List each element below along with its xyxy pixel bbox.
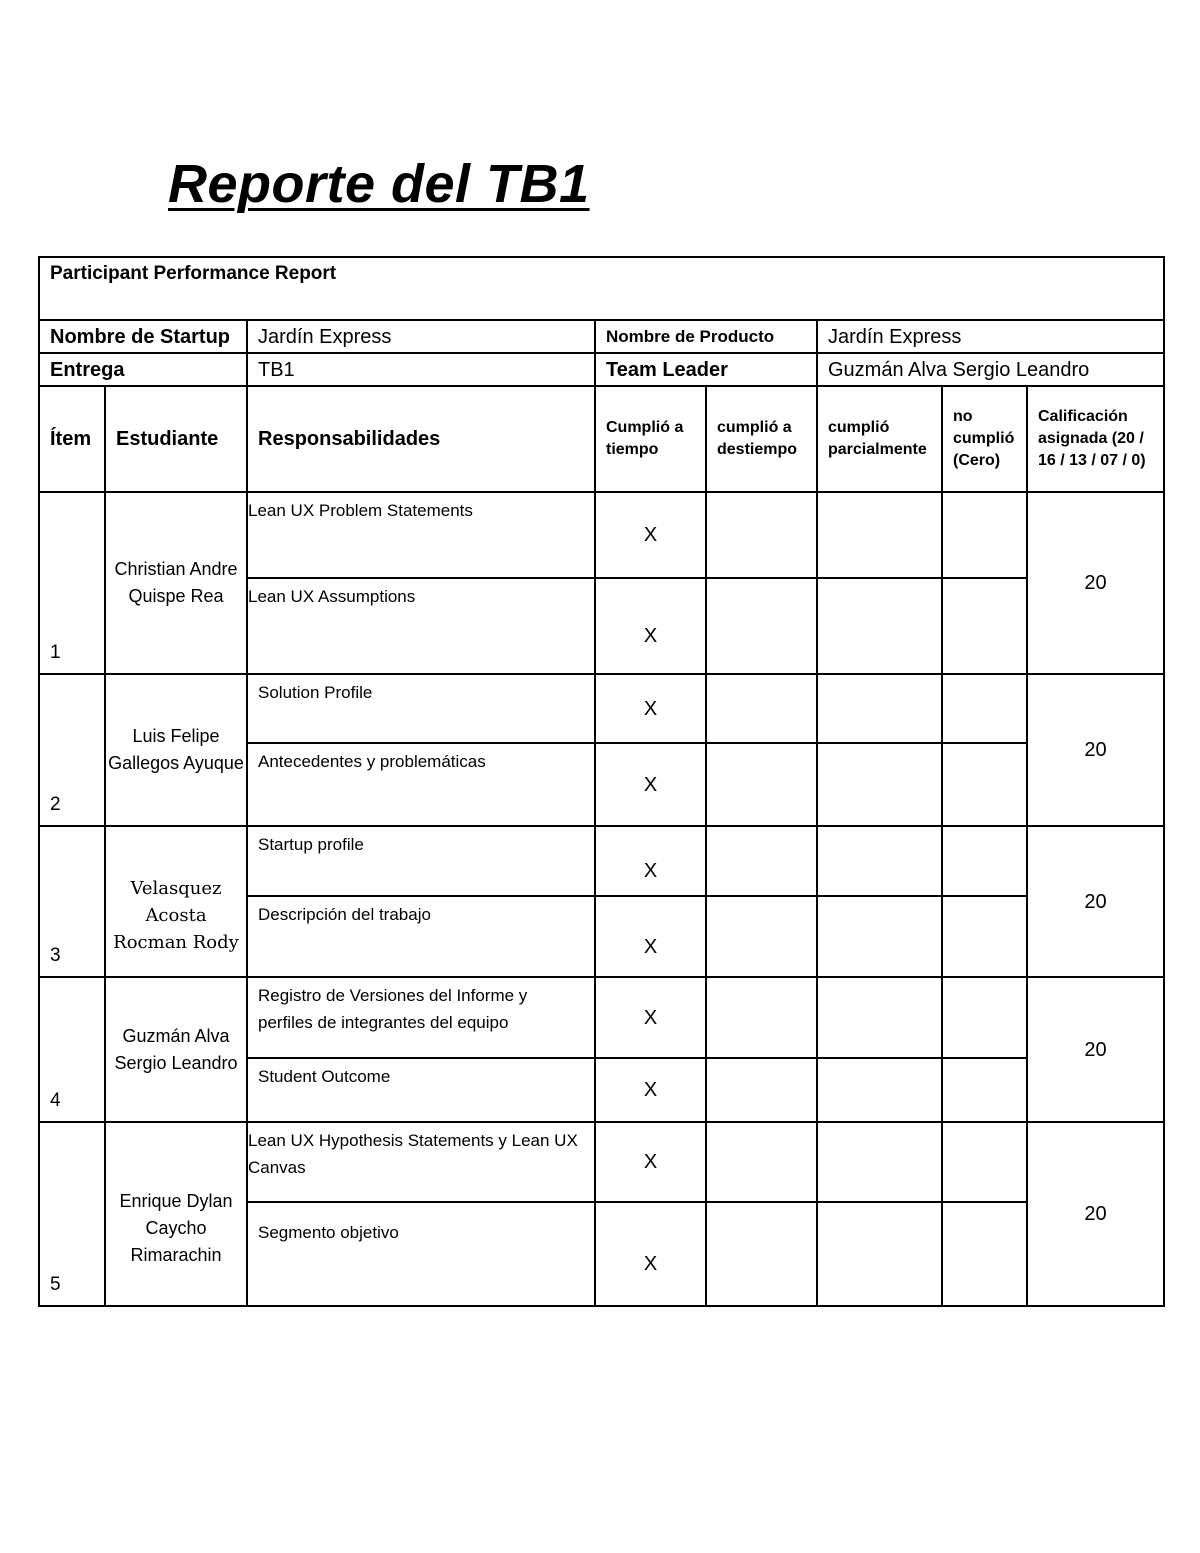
report-heading: Participant Performance Report <box>39 257 1164 320</box>
column-header-responsibilities: Responsabilidades <box>247 386 595 492</box>
student-name: Luis Felipe Gallegos Ayuque <box>105 674 247 826</box>
column-header-item: Ítem <box>39 386 105 492</box>
partial-cell <box>817 1058 942 1122</box>
startup-value: Jardín Express <box>247 320 595 353</box>
partial-cell <box>817 826 942 896</box>
item-number: 2 <box>39 674 105 826</box>
responsibility: Registro de Versiones del Informe y perfiles de integrantes del equipo <box>247 977 595 1058</box>
responsibility: Antecedentes y problemáticas <box>247 743 595 826</box>
responsibility: Solution Profile <box>247 674 595 743</box>
late-cell <box>706 1058 817 1122</box>
student-name: Enrique Dylan Caycho Rimarachin <box>105 1122 247 1306</box>
startup-label: Nombre de Startup <box>39 320 247 353</box>
on-time-mark <box>595 896 706 977</box>
page-title: Reporte del TB1 <box>168 154 590 214</box>
item-number: 4 <box>39 977 105 1122</box>
late-cell <box>706 896 817 977</box>
product-label: Nombre de Producto <box>595 320 817 353</box>
responsibility: Lean UX Assumptions <box>247 578 595 674</box>
late-cell <box>706 826 817 896</box>
partial-cell <box>817 896 942 977</box>
partial-cell <box>817 674 942 743</box>
partial-cell <box>817 977 942 1058</box>
responsibility: Student Outcome <box>247 1058 595 1122</box>
item-number: 5 <box>39 1122 105 1306</box>
on-time-mark <box>595 1202 706 1306</box>
on-time-mark <box>595 1058 706 1122</box>
partial-cell <box>817 578 942 674</box>
column-header-late: cumplió a destiempo <box>706 386 817 492</box>
late-cell <box>706 743 817 826</box>
not-met-cell <box>942 1058 1027 1122</box>
column-header-on-time: Cumplió a tiempo <box>595 386 706 492</box>
late-cell <box>706 578 817 674</box>
grade-value: 20 <box>1027 1122 1164 1306</box>
not-met-cell <box>942 896 1027 977</box>
grade-value: 20 <box>1027 674 1164 826</box>
late-cell <box>706 492 817 578</box>
on-time-mark <box>595 743 706 826</box>
x-mark: X <box>643 1151 658 1173</box>
column-header-partial: cumplió parcialmente <box>817 386 942 492</box>
not-met-cell <box>942 743 1027 826</box>
late-cell <box>706 1202 817 1306</box>
not-met-cell <box>942 674 1027 743</box>
x-mark: X <box>643 773 658 796</box>
on-time-mark <box>595 578 706 674</box>
x-mark: X <box>643 1079 658 1101</box>
item-number: 3 <box>39 826 105 977</box>
student-name: Guzmán Alva Sergio Leandro <box>105 977 247 1122</box>
partial-cell <box>817 743 942 826</box>
on-time-mark <box>595 826 706 896</box>
column-header-grade: Calificación asignada (20 / 16 / 13 / 07 / 0) <box>1027 386 1164 492</box>
delivery-label: Entrega <box>39 353 247 386</box>
table-row <box>39 674 1164 743</box>
table-row <box>39 977 1164 1058</box>
grade-value: 20 <box>1027 977 1164 1122</box>
x-mark: X <box>643 524 658 546</box>
participant-performance-table <box>38 256 1165 1307</box>
column-header-row <box>39 386 1164 492</box>
student-name: Christian Andre Quispe Rea <box>105 492 247 674</box>
late-cell <box>706 674 817 743</box>
x-mark: X <box>643 625 658 647</box>
responsibility: Lean UX Hypothesis Statements y Lean UX Canvas <box>247 1122 595 1202</box>
not-met-cell <box>942 1122 1027 1202</box>
column-header-not-met: no cumplió (Cero) <box>942 386 1027 492</box>
x-mark: X <box>643 697 658 720</box>
x-mark: X <box>643 935 658 958</box>
partial-cell <box>817 1122 942 1202</box>
not-met-cell <box>942 977 1027 1058</box>
team-leader-label: Team Leader <box>595 353 817 386</box>
partial-cell <box>817 492 942 578</box>
responsibility: Descripción del trabajo <box>247 896 595 977</box>
x-mark: X <box>643 860 658 882</box>
on-time-mark <box>595 492 706 578</box>
grade-value: 20 <box>1027 826 1164 977</box>
table-row <box>39 826 1164 896</box>
table-row <box>39 492 1164 578</box>
not-met-cell <box>942 826 1027 896</box>
delivery-value: TB1 <box>247 353 595 386</box>
late-cell <box>706 977 817 1058</box>
team-leader-value: Guzmán Alva Sergio Leandro <box>817 353 1164 386</box>
product-value: Jardín Express <box>817 320 1164 353</box>
on-time-mark <box>595 674 706 743</box>
column-header-student: Estudiante <box>105 386 247 492</box>
student-name: Velasquez Acosta Rocman Rody <box>105 826 247 977</box>
late-cell <box>706 1122 817 1202</box>
not-met-cell <box>942 492 1027 578</box>
grade-value: 20 <box>1027 492 1164 674</box>
item-number: 1 <box>39 492 105 674</box>
partial-cell <box>817 1202 942 1306</box>
responsibility: Lean UX Problem Statements <box>247 492 595 578</box>
x-mark: X <box>643 1253 658 1275</box>
x-mark: X <box>643 1006 658 1029</box>
on-time-mark <box>595 1122 706 1202</box>
not-met-cell <box>942 578 1027 674</box>
responsibility: Segmento objetivo <box>247 1202 595 1306</box>
on-time-mark <box>595 977 706 1058</box>
table-row <box>39 1122 1164 1202</box>
not-met-cell <box>942 1202 1027 1306</box>
responsibility: Startup profile <box>247 826 595 896</box>
